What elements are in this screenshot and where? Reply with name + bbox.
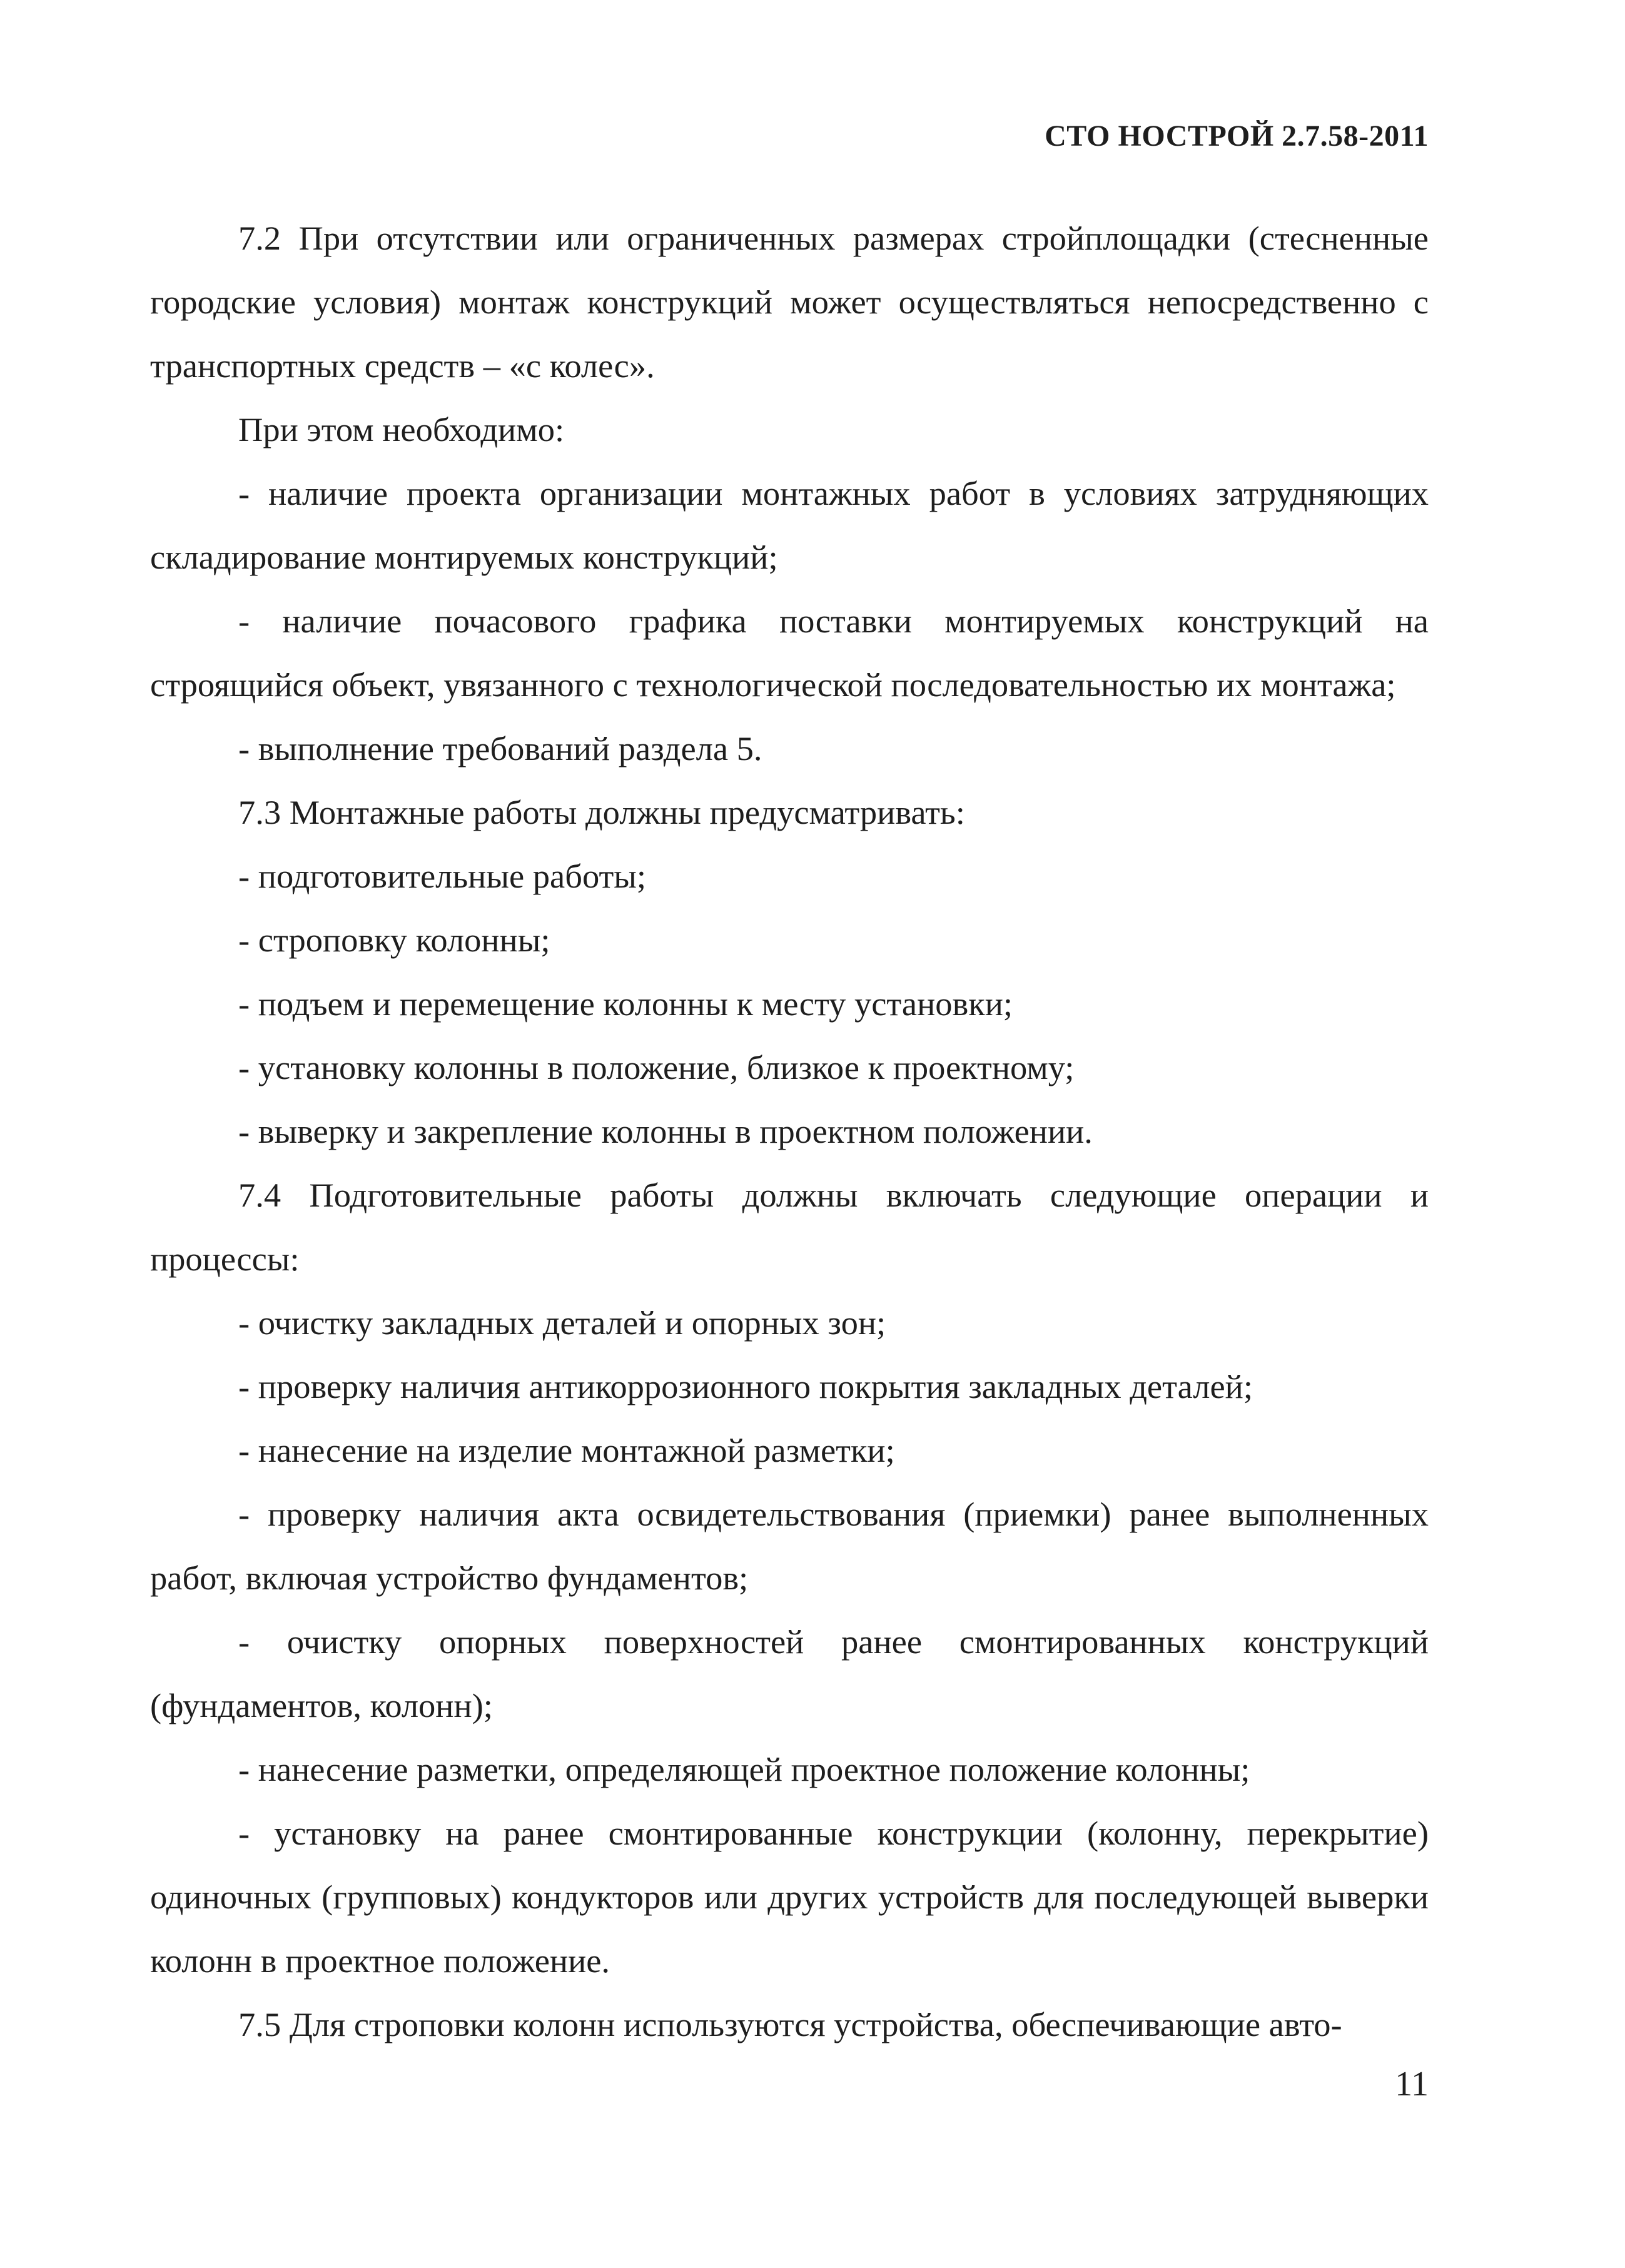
list-item-slinging: - строповку колонны; [238, 921, 550, 959]
list-item-marking: - нанесение на изделие монтажной разметки; [238, 1431, 895, 1469]
list-item-design-position-marking: - нанесение разметки, определяющей проектное положение колонны; [238, 1750, 1250, 1788]
list-item-installation: - установку колонны в положение, близкое к проектному; [238, 1048, 1075, 1086]
body-text [150, 206, 1429, 2057]
list-item-acceptance-act: - проверку наличия акта освидетельствования (приемки) ранее выполненных работ, включая устройство фундаментов; [150, 1495, 1429, 1597]
paragraph-7-2: 7.2 При отсутствии или ограниченных размерах стройплощадки (стесненные городские условия) монтаж конструкций может осуществляться непосредственно с транспортных средств – «с колес». [150, 219, 1429, 385]
list-item-cleaning-surfaces: - очистку опорных поверхностей ранее смонтированных конструкций (фундаментов, колонн); [150, 1623, 1429, 1724]
list-item-hourly-schedule: - наличие почасового графика поставки монтируемых конструкций на строящийся объект, увязанного с технологической последовательностью их монтажа; [150, 602, 1429, 704]
list-item-project-organization: - наличие проекта организации монтажных работ в условиях затрудняющих складирование монтируемых конструкций; [150, 474, 1429, 576]
list-item-conductors: - установку на ранее смонтированные конструкции (колонну, перекрытие) одиночных (групповых) кондукторов или других устройств для последующей выверки колонн в проектное положение. [150, 1814, 1429, 1980]
list-item-cleaning-embedded: - очистку закладных деталей и опорных зон; [238, 1304, 886, 1342]
list-item-preparatory-works: - подготовительные работы; [238, 857, 647, 895]
paragraph-7-5: 7.5 Для строповки колонн используются устройства, обеспечивающие авто- [238, 2005, 1342, 2043]
list-item-alignment: - выверку и закрепление колонны в проектном положении. [238, 1112, 1093, 1150]
paragraph-7-3: 7.3 Монтажные работы должны предусматривать: [238, 793, 965, 831]
list-item-lifting: - подъем и перемещение колонны к месту установки; [238, 985, 1013, 1023]
paragraph-7-4: 7.4 Подготовительные работы должны включать следующие операции и процессы: [150, 1176, 1429, 1278]
list-item-section-5: - выполнение требований раздела 5. [238, 729, 762, 767]
page-number: 11 [1395, 2065, 1429, 2103]
standard-code-header: СТО НОСТРОЙ 2.7.58-2011 [1045, 119, 1429, 153]
paragraph-requirements-intro: При этом необходимо: [238, 410, 565, 448]
list-item-anticorrosion-check: - проверку наличия антикоррозионного покрытия закладных деталей; [238, 1367, 1253, 1405]
